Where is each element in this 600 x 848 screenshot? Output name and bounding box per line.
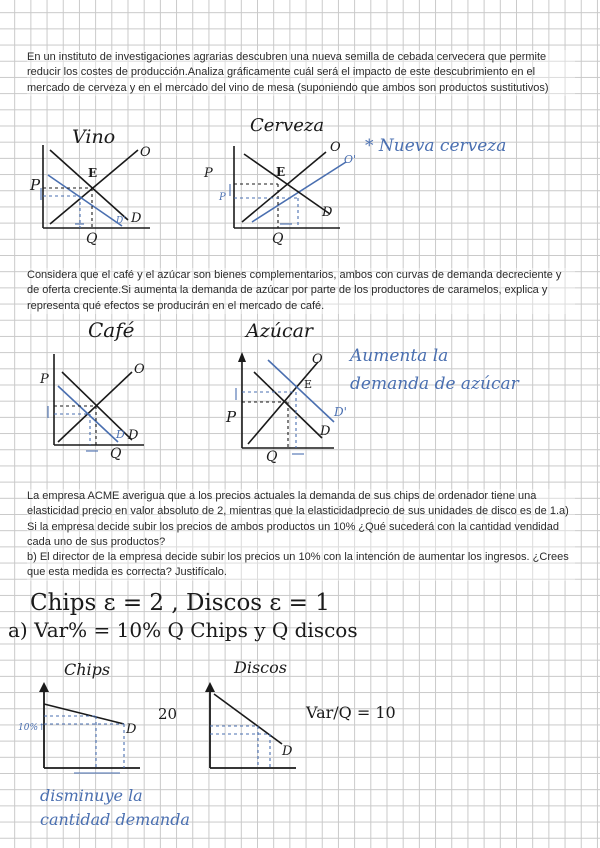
azucar-label-p: P: [226, 408, 237, 426]
discos-demand-curve: [214, 694, 282, 744]
problem-1-text: [27, 50, 575, 96]
discos-graph: [196, 680, 306, 780]
chips-demand-curve: [44, 704, 124, 724]
cerveza-title: Cerveza: [250, 115, 325, 136]
cafe-label-o: O: [134, 362, 145, 377]
var-q-note: Var/Q = 10: [306, 703, 396, 722]
problem-3-paragraph-b: b) El director de la empresa decide subir los precios un 10% con la intención de aumentar los ingresos. ¿Crees que esta medida es correcta? Justifícalo.: [27, 551, 569, 579]
elasticity-line: Chips ε = 2 , Discos ε = 1: [30, 590, 330, 616]
chips-title: Chips: [64, 660, 111, 679]
cafe-title: Café: [88, 318, 135, 342]
cafe-label-d-new: D: [116, 428, 125, 441]
problem-2-text: [27, 268, 575, 314]
chips-label-pct: 10%↑: [18, 723, 46, 733]
azucar-new-demand-curve: [268, 360, 334, 422]
vino-label-d: D: [131, 211, 142, 226]
cerveza-supply-curve: [242, 152, 326, 222]
vino-new-demand-curve: [48, 175, 122, 226]
azucar-y-arrowhead: [238, 352, 246, 362]
vino-title: Vino: [72, 126, 116, 148]
azucar-label-d: D: [320, 424, 331, 439]
problem-1-paragraph: En un instituto de investigaciones agrarias descubren una nueva semilla de cebada cervecera que permite reducir los costes de producción.Analiza gráficamente cuál será el impacto de este descubrimiento en el mercado de cerveza y en el mercado del vino de mesa (suponiendo que ambos son productos sustitutivos): [27, 51, 549, 94]
cafe-label-q: Q: [110, 446, 122, 462]
conclusion-line2: cantidad demanda: [40, 810, 190, 829]
chips-label-d: D: [126, 722, 137, 737]
azucar-label-o: O: [312, 352, 323, 367]
azucar-label-e: E: [304, 378, 313, 391]
cerveza-label-d: D: [322, 205, 333, 220]
vino-label-o: O: [140, 145, 151, 160]
cerveza-label-o: O: [330, 140, 341, 155]
azucar-label-q: Q: [266, 449, 278, 465]
var-percent-line: a) Var% = 10% Q Chips y Q discos: [8, 618, 358, 642]
cerveza-label-q: Q: [272, 231, 284, 247]
azucar-title: Azúcar: [246, 320, 314, 342]
azucar-note-line2: demanda de azúcar: [350, 374, 519, 394]
vino-graph: [28, 140, 158, 245]
cerveza-label-e: E: [276, 165, 286, 179]
discos-title: Discos: [234, 658, 287, 677]
cerveza-demand-curve: [244, 154, 330, 214]
discos-y-arrowhead: [205, 682, 215, 692]
cafe-label-d: D: [128, 428, 139, 443]
azucar-note-line1: Aumenta la: [350, 346, 449, 366]
problem-3-text: [27, 489, 575, 581]
vino-label-q: Q: [86, 231, 98, 247]
value-20: 20: [158, 705, 178, 723]
vino-label-e: E: [88, 166, 98, 180]
cerveza-label-o-new: O': [344, 153, 357, 166]
problem-2-paragraph: Considera que el café y el azúcar son bienes complementarios, ambos con curvas de demanda decreciente y de oferta creciente.Si aumenta la demanda de azúcar por parte de los productores de caramelos, explica y representa qué efectos se producirán en el mercado de café.: [27, 269, 562, 312]
chips-y-arrowhead: [39, 682, 49, 692]
vino-label-p: P: [30, 176, 41, 194]
discos-label-d: D: [282, 744, 293, 759]
vino-label-d-new: D': [116, 216, 126, 226]
conclusion-line1: disminuye la: [40, 786, 143, 805]
problem-3-paragraph-a: La empresa ACME averigua que a los precios actuales la demanda de sus chips de ordenador tiene una elasticidad precio en valor absoluto de 2, mientras que la elasticidadprecio de sus unidades de disco es de 1.a) Si la empresa decide subir los precios de ambos productos un 10% ¿Qué sucederá con la cantidad vendidad cada uno de sus productos?: [27, 490, 569, 548]
cafe-label-p: P: [40, 372, 49, 387]
nueva-cerveza-note: * Nueva cerveza: [365, 136, 507, 156]
azucar-label-d-new: D': [334, 405, 347, 419]
cerveza-label-p: P: [204, 166, 213, 181]
cerveza-label-p-new: P: [219, 192, 226, 203]
cerveza-graph: [222, 140, 352, 245]
